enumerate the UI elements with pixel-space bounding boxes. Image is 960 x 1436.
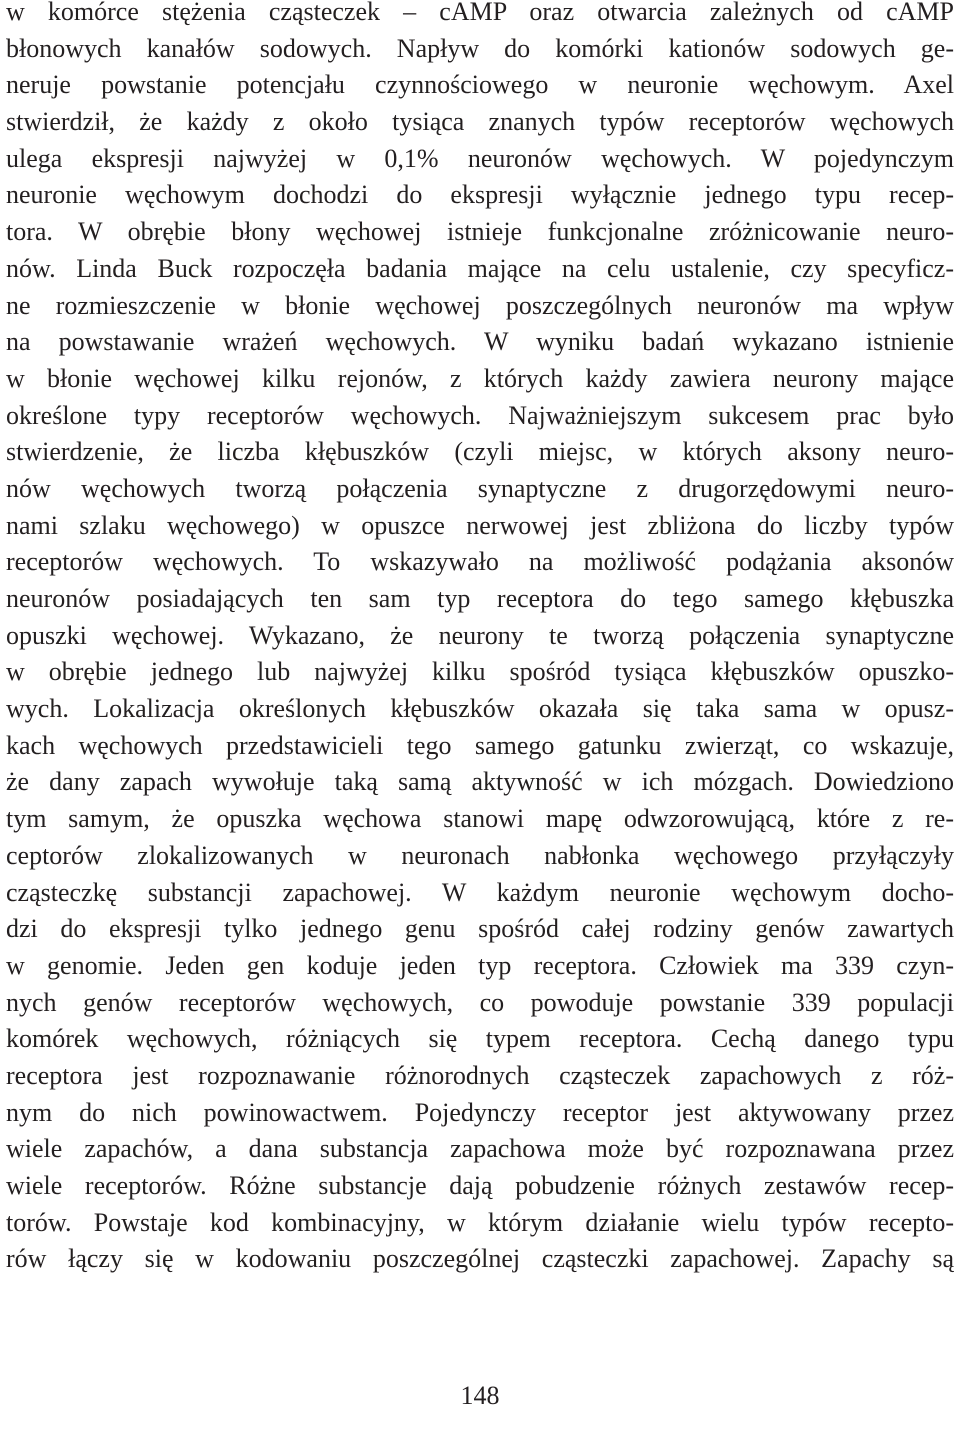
text-line: dzi do ekspresji tylko jednego genu spośród całej rodziny genów zawartych <box>6 914 954 944</box>
text-line: ne rozmieszczenie w błonie węchowej poszczególnych neuronów ma wpływ <box>6 290 954 320</box>
text-line: ceptorów zlokalizowanych w neuronach nabłonka węchowego przyłączyły <box>6 840 954 870</box>
text-line: w błonie węchowej kilku rejonów, z których każdy zawiera neurony mające <box>6 363 954 393</box>
text-line: określone typy receptorów węchowych. Najważniejszym sukcesem prac było <box>6 400 954 430</box>
text-line: błonowych kanałów sodowych. Napływ do komórki kationów sodowych ge- <box>6 33 954 63</box>
text-line: rów łączy się w kodowaniu poszczególnej cząsteczki zapachowej. Zapachy są <box>6 1244 954 1274</box>
text-line: ulega ekspresji najwyżej w 0,1% neuronów węchowych. W pojedynczym <box>6 143 954 173</box>
text-line: w komórce stężenia cząsteczek – cAMP oraz otwarcia zależnych od cAMP <box>6 0 954 26</box>
text-line: na powstawanie wrażeń węchowych. W wyniku badań wykazano istnienie <box>6 327 954 357</box>
text-line: stwierdzenie, że liczba kłębuszków (czyli miejsc, w których aksony neuro- <box>6 437 954 467</box>
text-line: tora. W obrębie błony węchowej istnieje funkcjonalne zróżnicowanie neuro- <box>6 217 954 247</box>
text-line: nych genów receptorów węchowych, co powoduje powstanie 339 populacji <box>6 987 954 1017</box>
body-text <box>6 0 954 1278</box>
text-line: wiele zapachów, a dana substancja zapachowa może być rozpoznawana przez <box>6 1134 954 1164</box>
text-line: neuronów posiadających ten sam typ receptora do tego samego kłębuszka <box>6 584 954 613</box>
text-line: wych. Lokalizacja określonych kłębuszków okazała się taka sama w opusz- <box>6 694 954 724</box>
text-line: tym samym, że opuszka węchowa stanowi mapę odwzorowującą, które z re- <box>6 804 954 834</box>
text-line: receptora jest rozpoznawanie różnorodnych cząsteczek zapachowych z róż- <box>6 1060 954 1090</box>
text-line: neuronie węchowym dochodzi do ekspresji wyłącznie jednego typu recep- <box>6 180 954 210</box>
text-line: nami szlaku węchowego) w opuszce nerwowej jest zbliżona do liczby typów <box>6 510 954 540</box>
text-line: w obrębie jednego lub najwyżej kilku spośród tysiąca kłębuszków opuszko- <box>6 657 954 687</box>
text-line: receptorów węchowych. To wskazywało na możliwość podążania aksonów <box>6 547 954 577</box>
text-line: komórek węchowych, różniących się typem receptora. Cechą danego typu <box>6 1024 954 1054</box>
text-line: że dany zapach wywołuje taką samą aktywność w ich mózgach. Dowiedziono <box>6 767 954 797</box>
text-line: neruje powstanie potencjału czynnościowego w neuronie węchowym. Axel <box>6 70 954 100</box>
text-line: torów. Powstaje kod kombinacyjny, w którym działanie wielu typów recepto- <box>6 1207 954 1237</box>
text-line: stwierdził, że każdy z około tysiąca znanych typów receptorów węchowych <box>6 107 954 137</box>
text-line: w genomie. Jeden gen koduje jeden typ receptora. Człowiek ma 339 czyn- <box>6 950 954 980</box>
text-line: nym do nich powinowactwem. Pojedynczy receptor jest aktywowany przez <box>6 1097 954 1127</box>
text-line: opuszki węchowej. Wykazano, że neurony te tworzą połączenia synaptyczne <box>6 620 954 650</box>
text-line: cząsteczkę substancji zapachowej. W każdym neuronie węchowym docho- <box>6 877 954 907</box>
text-line: wiele receptorów. Różne substancje dają pobudzenie różnych zestawów recep- <box>6 1171 954 1200</box>
text-line: kach węchowych przedstawicieli tego samego gatunku zwierząt, co wskazuje, <box>6 730 954 760</box>
text-line: nów. Linda Buck rozpoczęła badania mające na celu ustalenie, czy specyficz- <box>6 253 954 283</box>
text-line: nów węchowych tworzą połączenia synaptyczne z drugorzędowymi neuro- <box>6 473 954 503</box>
page-number: 148 <box>460 1381 500 1410</box>
